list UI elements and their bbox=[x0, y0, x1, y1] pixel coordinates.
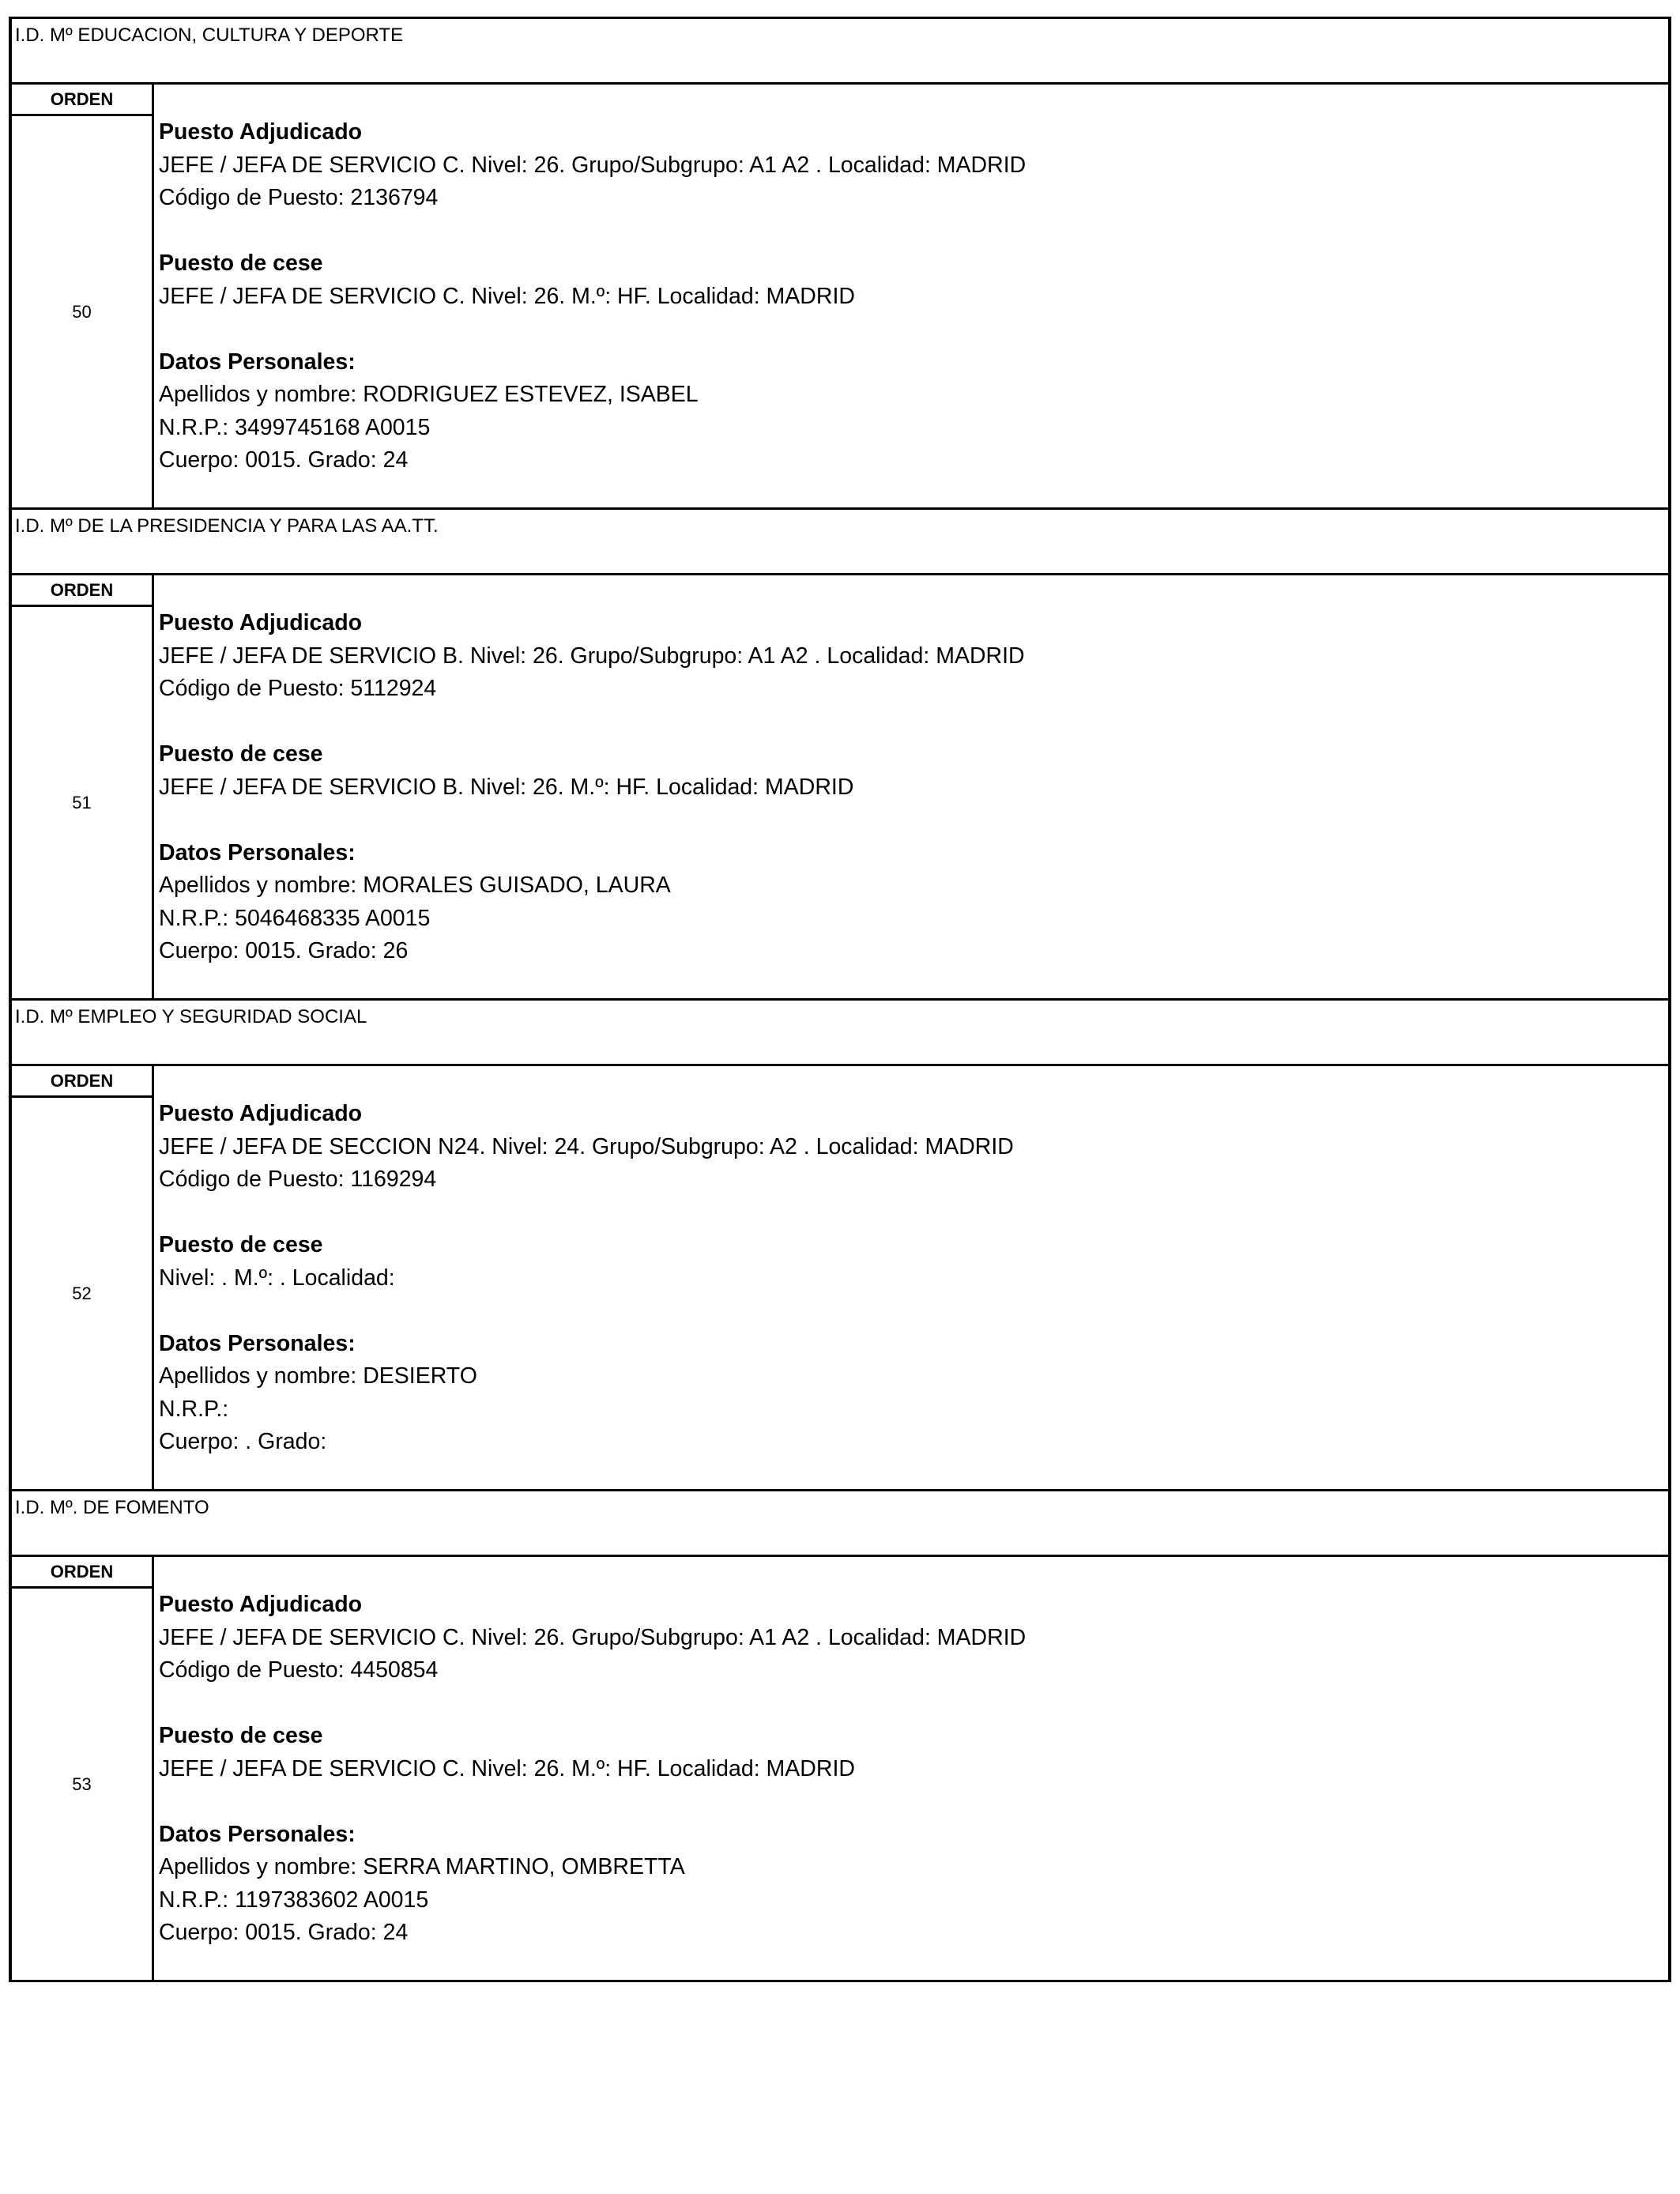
nrp-line: N.R.P.: 5046468335 A0015 bbox=[159, 905, 431, 931]
orden-column bbox=[12, 575, 154, 998]
document-table bbox=[9, 17, 1671, 1982]
orden-column bbox=[12, 1066, 154, 1489]
spacer bbox=[159, 1197, 1668, 1230]
puesto-cese-heading: Puesto de cese bbox=[159, 251, 323, 276]
puesto-cese-line: JEFE / JEFA DE SERVICIO B. Nivel: 26. M.º: HF. Localidad: MADRID bbox=[159, 774, 854, 800]
codigo-puesto-line: Código de Puesto: 1169294 bbox=[159, 1167, 437, 1192]
puesto-cese-heading: Puesto de cese bbox=[159, 741, 323, 767]
puesto-adjudicado-heading: Puesto Adjudicado bbox=[159, 119, 363, 145]
section-block bbox=[12, 19, 1668, 510]
orden-number: 50 bbox=[72, 301, 92, 322]
section-block bbox=[12, 1001, 1668, 1491]
puesto-cese-heading: Puesto de cese bbox=[159, 1723, 323, 1748]
nombre-line: Apellidos y nombre: MORALES GUISADO, LAURA bbox=[159, 873, 671, 898]
codigo-puesto-line: Código de Puesto: 2136794 bbox=[159, 185, 439, 210]
nombre-line: Apellidos y nombre: DESIERTO bbox=[159, 1363, 477, 1389]
datos-personales-heading: Datos Personales: bbox=[159, 1821, 356, 1847]
codigo-puesto-line: Código de Puesto: 4450854 bbox=[159, 1657, 439, 1683]
section-block bbox=[12, 1491, 1668, 1982]
puesto-cese-line: JEFE / JEFA DE SERVICIO C. Nivel: 26. M.º: HF. Localidad: MADRID bbox=[159, 1755, 855, 1781]
cuerpo-grado-line: Cuerpo: . Grado: bbox=[159, 1429, 327, 1454]
section-block bbox=[12, 510, 1668, 1001]
orden-number: 51 bbox=[72, 792, 92, 812]
spacer bbox=[159, 1785, 1668, 1819]
orden-header: ORDEN bbox=[12, 1557, 152, 1589]
puesto-adjudicado-line: JEFE / JEFA DE SECCION N24. Nivel: 24. Grupo/Subgrupo: A2 . Localidad: MADRID bbox=[159, 1133, 1014, 1159]
puesto-cese-line: JEFE / JEFA DE SERVICIO C. Nivel: 26. M.º: HF. Localidad: MADRID bbox=[159, 283, 855, 309]
cuerpo-grado-line: Cuerpo: 0015. Grado: 24 bbox=[159, 1920, 409, 1945]
spacer bbox=[159, 804, 1668, 837]
spacer bbox=[159, 313, 1668, 346]
section-title: I.D. Mº EDUCACION, CULTURA Y DEPORTE bbox=[12, 19, 1668, 85]
datos-personales-heading: Datos Personales: bbox=[159, 349, 356, 375]
cuerpo-grado-line: Cuerpo: 0015. Grado: 24 bbox=[159, 447, 409, 473]
record-row bbox=[12, 85, 1668, 510]
puesto-adjudicado-line: JEFE / JEFA DE SERVICIO B. Nivel: 26. Grupo/Subgrupo: A1 A2 . Localidad: MADRID bbox=[159, 643, 1025, 669]
orden-header: ORDEN bbox=[12, 575, 152, 607]
puesto-adjudicado-heading: Puesto Adjudicado bbox=[159, 610, 363, 635]
spacer bbox=[159, 215, 1668, 248]
record-details bbox=[154, 1066, 1668, 1489]
datos-personales-heading: Datos Personales: bbox=[159, 1330, 356, 1356]
spacer bbox=[159, 1295, 1668, 1328]
puesto-cese-line: Nivel: . M.º: . Localidad: bbox=[159, 1265, 395, 1291]
spacer bbox=[159, 1687, 1668, 1721]
codigo-puesto-line: Código de Puesto: 5112924 bbox=[159, 676, 437, 701]
orden-column bbox=[12, 85, 154, 507]
record-row bbox=[12, 1066, 1668, 1491]
puesto-cese-heading: Puesto de cese bbox=[159, 1232, 323, 1257]
nrp-line: N.R.P.: 1197383602 A0015 bbox=[159, 1887, 429, 1913]
record-row bbox=[12, 575, 1668, 1001]
puesto-adjudicado-line: JEFE / JEFA DE SERVICIO C. Nivel: 26. Grupo/Subgrupo: A1 A2 . Localidad: MADRID bbox=[159, 152, 1026, 178]
puesto-adjudicado-line: JEFE / JEFA DE SERVICIO C. Nivel: 26. Grupo/Subgrupo: A1 A2 . Localidad: MADRID bbox=[159, 1624, 1026, 1650]
puesto-adjudicado-heading: Puesto Adjudicado bbox=[159, 1592, 363, 1617]
nrp-line: N.R.P.: 3499745168 A0015 bbox=[159, 414, 431, 440]
record-row bbox=[12, 1557, 1668, 1982]
record-details bbox=[154, 1557, 1668, 1980]
nombre-line: Apellidos y nombre: SERRA MARTINO, OMBRETTA bbox=[159, 1854, 685, 1879]
puesto-adjudicado-heading: Puesto Adjudicado bbox=[159, 1101, 363, 1126]
record-details bbox=[154, 85, 1668, 507]
spacer bbox=[159, 706, 1668, 739]
orden-header: ORDEN bbox=[12, 1066, 152, 1098]
orden-number: 53 bbox=[72, 1774, 92, 1794]
section-title: I.D. Mº. DE FOMENTO bbox=[12, 1491, 1668, 1557]
section-title: I.D. Mº EMPLEO Y SEGURIDAD SOCIAL bbox=[12, 1001, 1668, 1066]
orden-number: 52 bbox=[72, 1283, 92, 1303]
nrp-line: N.R.P.: bbox=[159, 1396, 229, 1422]
datos-personales-heading: Datos Personales: bbox=[159, 839, 356, 865]
orden-header: ORDEN bbox=[12, 85, 152, 116]
cuerpo-grado-line: Cuerpo: 0015. Grado: 26 bbox=[159, 938, 409, 963]
orden-column bbox=[12, 1557, 154, 1980]
nombre-line: Apellidos y nombre: RODRIGUEZ ESTEVEZ, ISABEL bbox=[159, 382, 699, 407]
section-title: I.D. Mº DE LA PRESIDENCIA Y PARA LAS AA.TT. bbox=[12, 510, 1668, 575]
record-details bbox=[154, 575, 1668, 998]
